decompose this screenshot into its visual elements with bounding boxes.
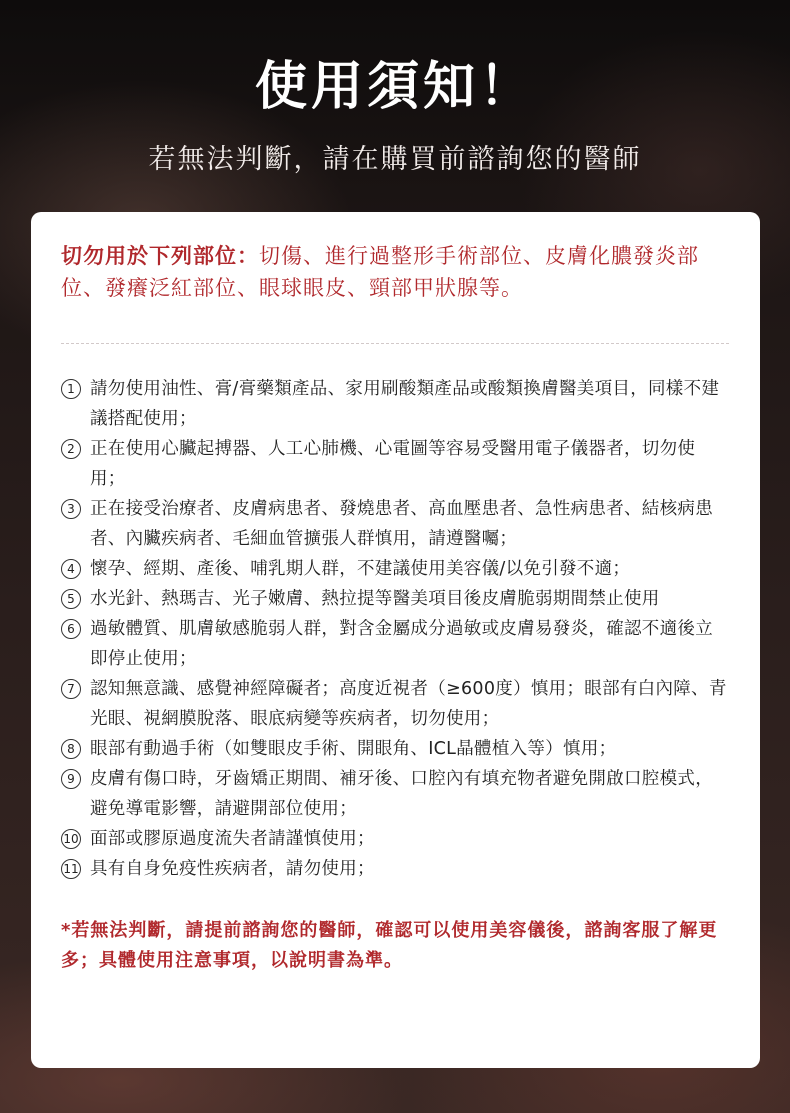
warning-lead: 切勿用於下列部位： [61, 244, 259, 268]
list-item-text: 水光針、熱瑪吉、光子嫩膚、熱拉提等醫美項目後皮膚脆弱期間禁止使用 [90, 589, 660, 609]
list-item [61, 434, 730, 494]
list-item [61, 764, 730, 824]
number-circle-4: 4 [61, 559, 81, 579]
list-item-text: 過敏體質、肌膚敏感脆弱人群，對含金屬成分過敏或皮膚易發炎，確認不適後立即停止使用； [90, 619, 713, 669]
notice-card [31, 212, 760, 1068]
list-item [61, 494, 730, 554]
warning-text: 切傷、進行過整形手術部位、皮膚化膿發炎部位、發癢泛紅部位、眼球眼皮、頸部甲狀腺等。 [61, 244, 699, 300]
list-item-text: 正在使用心臟起搏器、人工心肺機、心電圖等容易受醫用電子儀器者，切勿使用； [90, 439, 696, 489]
number-circle-8: 8 [61, 739, 81, 759]
number-circle-7: 7 [61, 679, 81, 699]
number-circle-11: 11 [61, 859, 81, 879]
list-item [61, 554, 730, 584]
number-circle-5: 5 [61, 589, 81, 609]
number-circle-3: 3 [61, 499, 81, 519]
list-item-text: 懷孕、經期、產後、哺乳期人群，不建議使用美容儀/以免引發不適； [90, 559, 631, 579]
list-item-text: 皮膚有傷口時，牙齒矯正期間、補牙後、口腔內有填充物者避免開啟口腔模式，避免導電影響，請避開部位使用； [90, 769, 713, 819]
list-item [61, 734, 730, 764]
number-circle-1: 1 [61, 379, 81, 399]
number-circle-9: 9 [61, 769, 81, 789]
number-circle-6: 6 [61, 619, 81, 639]
list-item-text: 請勿使用油性、膏/膏藥類產品、家用刷酸類產品或酸類換膚醫美項目，同樣不建議搭配使用； [90, 379, 720, 429]
list-item-text: 具有自身免疫性疾病者，請勿使用； [90, 859, 375, 879]
list-item [61, 674, 730, 734]
list-item-text: 眼部有動過手術（如雙眼皮手術、開眼角、ICL晶體植入等）慎用； [90, 739, 617, 759]
list-item [61, 374, 730, 434]
list-item [61, 854, 730, 884]
list-item-text: 正在接受治療者、皮膚病患者、發燒患者、高血壓患者、急性病患者、結核病患者、內臟疾病者、毛細血管擴張人群慎用，請遵醫囑； [90, 499, 713, 549]
list-item-text: 面部或膠原過度流失者請謹慎使用； [90, 829, 375, 849]
page-subtitle: 若無法判斷，請在購買前諮詢您的醫師 [148, 144, 642, 175]
warning-paragraph [61, 240, 730, 304]
number-circle-2: 2 [61, 439, 81, 459]
list-item [61, 614, 730, 674]
footnote: *若無法判斷，請提前諮詢您的醫師，確認可以使用美容儀後，諮詢客服了解更多；具體使用注意事項，以說明書為準。 [61, 920, 718, 971]
list-item [61, 584, 730, 614]
list-item-text: 認知無意識、感覺神經障礙者；高度近視者（≥600度）慎用；眼部有白內障、青光眼、視網膜脫落、眼底病變等疾病者，切勿使用； [90, 679, 727, 729]
dashed-divider [61, 343, 729, 344]
precaution-list [61, 374, 730, 884]
list-item [61, 824, 730, 854]
number-circle-10: 10 [61, 829, 81, 849]
page-title: 使用須知！ [254, 57, 535, 117]
